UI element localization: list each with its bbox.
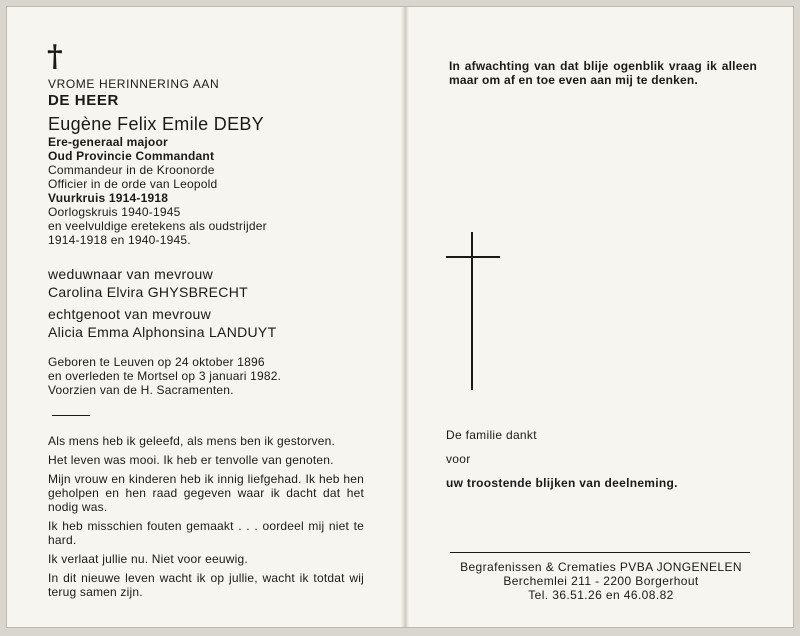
deceased-name: Eugène Felix Emile DEBY <box>48 114 264 134</box>
poem-stanza: In dit nieuwe leven wacht ik op jullie, wacht ik totdat wij terug samen zijn. <box>48 571 364 599</box>
death-line: en overleden te Mortsel op 3 januari 1982. <box>48 369 282 383</box>
sacraments-line: Voorzien van de H. Sacramenten. <box>48 383 234 397</box>
thanks-line: voor <box>446 452 471 466</box>
honour-line: Oud Provincie Commandant <box>48 149 215 163</box>
poem <box>48 434 387 599</box>
first-wife-name: Carolina Elvira GHYSBRECHT <box>48 284 248 300</box>
honour-line: Vuurkruis 1914-1918 <box>48 191 169 205</box>
title-heer: DE HEER <box>48 92 119 109</box>
card-fold <box>401 7 409 627</box>
poem-stanza: Het leven was mooi. Ik heb er tenvolle van genoten. <box>48 453 334 467</box>
undertaker-phone: Tel. 36.51.26 en 46.08.82 <box>528 588 674 602</box>
divider <box>52 415 90 416</box>
intro-text: In afwachting van dat blije ogenblik vraag ik alleen maar om af en toe even aan mij te denken. <box>449 59 757 87</box>
honour-line: Commandeur in de Kroonorde <box>48 163 215 177</box>
honour-line: Oorlogskruis 1940-1945 <box>48 205 181 219</box>
birth-death-info <box>48 355 387 397</box>
undertaker-address: Berchemlei 211 - 2200 Borgerhout <box>503 574 699 588</box>
poem-stanza: Ik heb misschien fouten gemaakt . . . oordeel mij niet te hard. <box>48 519 364 547</box>
dagger-cross-icon: † <box>47 39 63 74</box>
thanks-line: uw troostende blijken van deelneming. <box>446 476 678 490</box>
family-thanks <box>446 428 678 500</box>
undertaker-name: Begrafenissen & Crematies PVBA JONGENELEN <box>460 560 742 574</box>
poem-stanza: Mijn vrouw en kinderen heb ik innig liefgehad. Ik heb hen geholpen en hen raad gegeven waar ik dacht dat het nodig was. <box>48 472 364 514</box>
divider <box>450 552 750 553</box>
thanks-line: De familie dankt <box>446 428 537 442</box>
latin-cross-icon <box>446 232 500 390</box>
honour-line: en veelvuldige eretekens als oudstrijder <box>48 219 267 233</box>
left-panel <box>7 7 401 627</box>
second-wife-name: Alicia Emma Alphonsina LANDUYT <box>48 324 277 340</box>
honours-list <box>48 135 387 247</box>
honour-line: Ere-generaal majoor <box>48 135 168 149</box>
spouse-line: echtgenoot van mevrouw <box>48 306 212 322</box>
poem-stanza: Ik verlaat jullie nu. Niet voor eeuwig. <box>48 552 248 566</box>
header-line: VROME HERINNERING AAN <box>48 77 220 91</box>
honour-line: Officier in de orde van Leopold <box>48 177 218 191</box>
memorial-card <box>6 6 794 628</box>
widower-line: weduwnaar van mevrouw <box>48 266 214 282</box>
birth-line: Geboren te Leuven op 24 oktober 1896 <box>48 355 265 369</box>
honour-line: 1914-1918 en 1940-1945. <box>48 233 191 247</box>
poem-stanza: Als mens heb ik geleefd, als mens ben ik gestorven. <box>48 434 336 448</box>
undertaker-info <box>440 560 762 602</box>
